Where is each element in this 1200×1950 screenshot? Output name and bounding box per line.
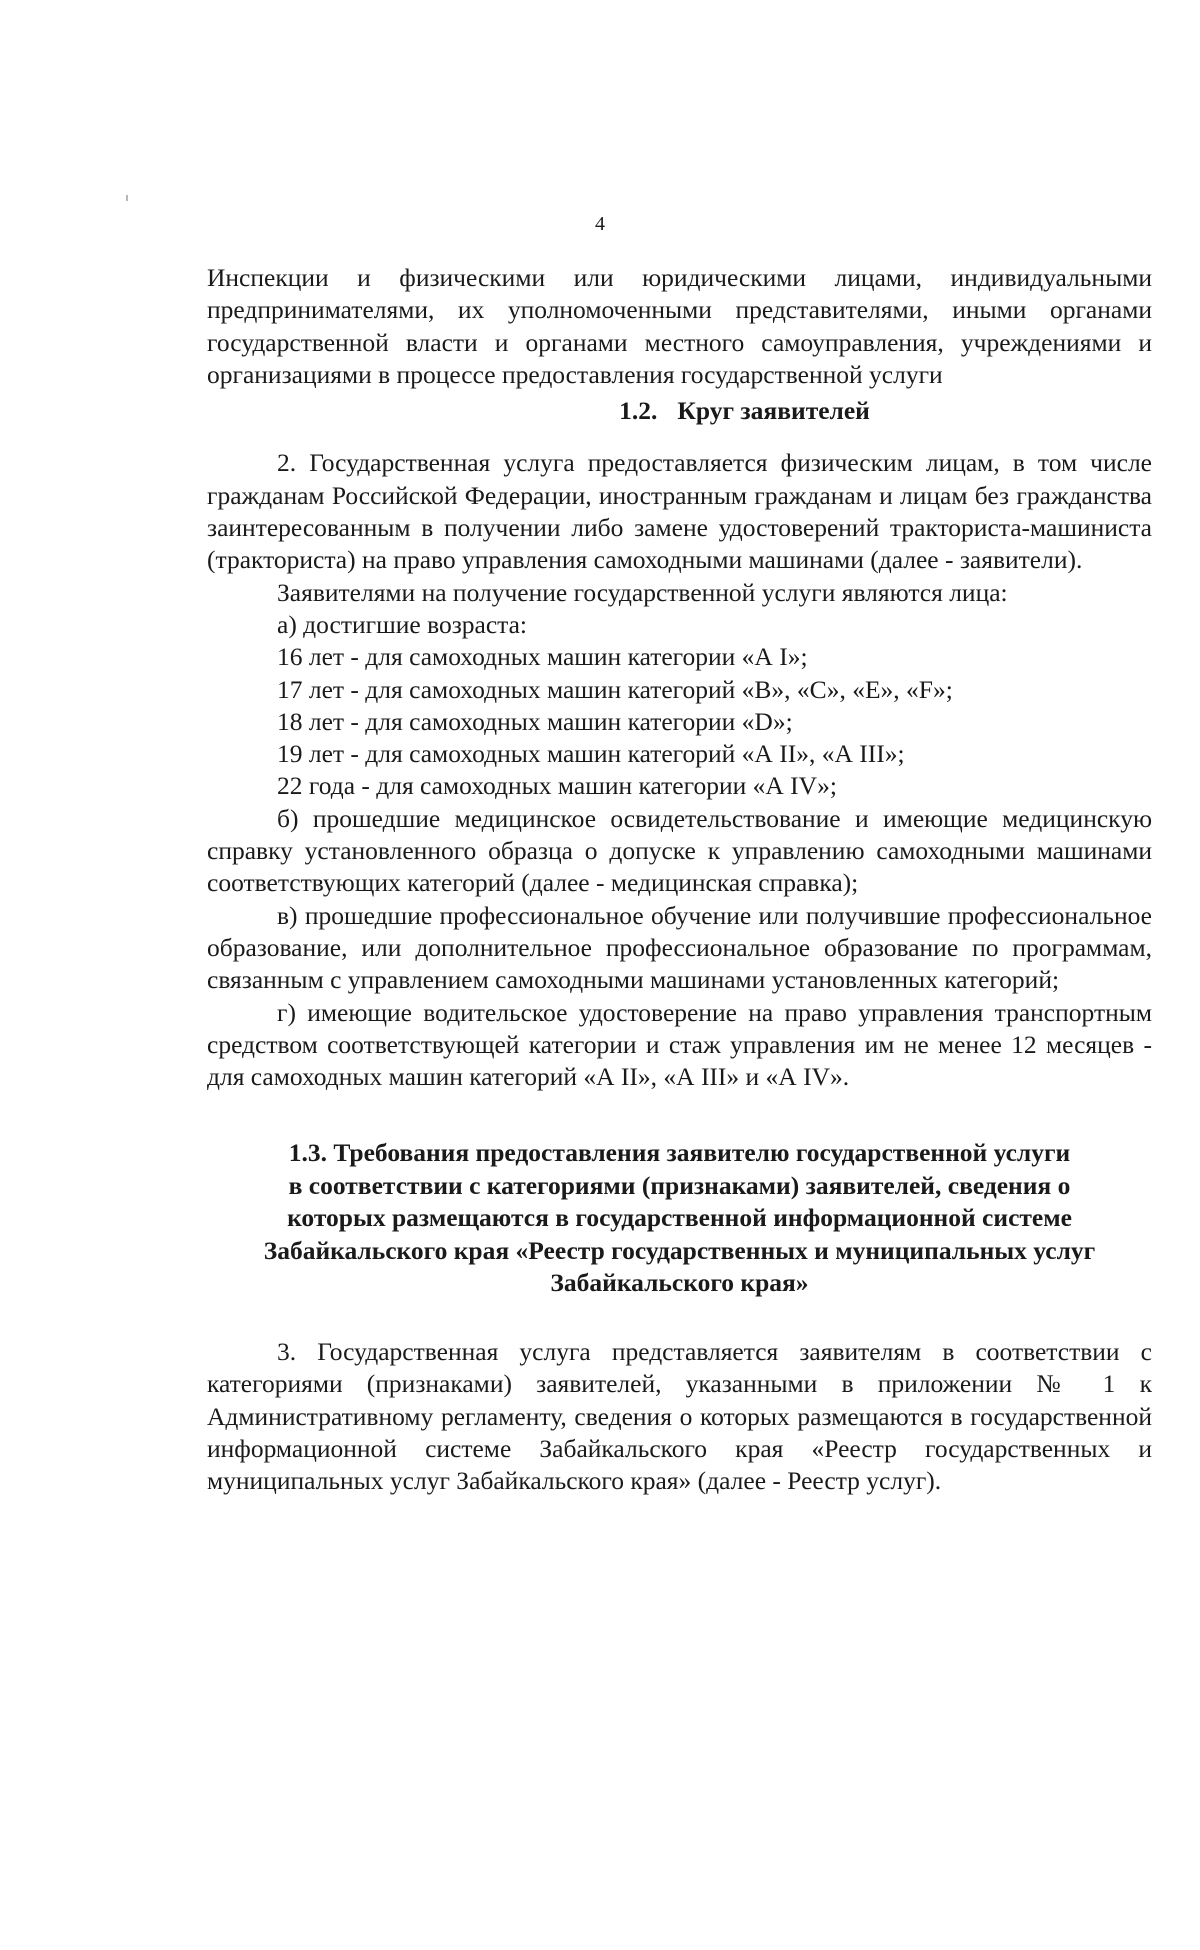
paragraph-3: 3. Государственная услуга представляется заявителям в соответствии с категориями (признаками) заявителей, указанными в приложении № 1 к Административному регламенту, сведения о которых размещаются в государственной информационной системе Забайкальского края «Реестр государственных и муниципальных услуг Забайкальского края» (далее - Реестр услуг).	[207, 1336, 1152, 1496]
section-1-2-number: 1.2.	[619, 396, 658, 426]
age-item: 17 лет - для самоходных машин категорий «В», «С», «Е», «F»;	[277, 674, 953, 704]
item-b: б) прошедшие медицинское освидетельствование и имеющие медицинскую справку установленного образца о допуске к управлению самоходными машинами соответствующих категорий (далее - медицинская справка);	[207, 803, 1152, 898]
section-1-3-title-line: Забайкальского края «Реестр государственных и муниципальных услуг	[263, 1235, 1096, 1265]
section-1-2-title: Круг заявителей	[677, 396, 870, 426]
age-item: 19 лет - для самоходных машин категорий «А II», «А III»;	[277, 739, 905, 769]
section-1-3-title-line: 1.3. Требования предоставления заявителю государственной услуги	[288, 1138, 1071, 1168]
age-item: 22 года - для самоходных машин категории «А IV»;	[277, 771, 837, 801]
age-item: 16 лет - для самоходных машин категории «А I»;	[277, 642, 808, 672]
paragraph-2: 2. Государственная услуга предоставляется физическим лицам, в том числе гражданам Российской Федерации, иностранным гражданам и лицам без гражданства заинтересованным в получении либо замене удостоверений тракториста-машиниста (тракториста) на право управления самоходными машинами (далее - заявители).	[207, 448, 1152, 575]
section-1-3-title-line: в соответствии с категориями (признаками) заявителей, сведения о	[288, 1170, 1071, 1200]
section-1-3-title-line: Забайкальского края»	[550, 1268, 809, 1298]
item-a: а) достигшие возраста:	[277, 609, 528, 639]
scan-artifact	[126, 195, 128, 201]
applicants-intro: Заявителями на получение государственной услуги являются лица:	[277, 577, 1008, 607]
item-g: г) имеющие водительское удостоверение на право управления транспортным средством соответствующей категории и стаж управления им не менее 12 месяцев - для самоходных машин категорий «А II», «А III» и «А IV».	[207, 997, 1152, 1092]
intro-paragraph: Инспекции и физическими или юридическими лицами, индивидуальными предпринимателями, их уполномоченными представителями, иными органами государственной власти и органами местного самоуправления, учреждениями и организациями в процессе предоставления государственной услуги	[207, 263, 1152, 389]
age-item: 18 лет - для самоходных машин категории «D»;	[277, 706, 793, 736]
section-1-3-heading	[207, 1137, 1152, 1300]
item-v: в) прошедшие профессиональное обучение или получившие профессиональное образование, или дополнительное профессиональное образование по программам, связанным с управлением самоходными машинами установленных категорий;	[207, 900, 1152, 995]
document-body	[207, 262, 1152, 1497]
section-1-3-title-line: которых размещаются в государственной информационной системе	[287, 1203, 1072, 1233]
page-number: 4	[595, 213, 605, 235]
section-1-2-heading	[207, 395, 1152, 427]
